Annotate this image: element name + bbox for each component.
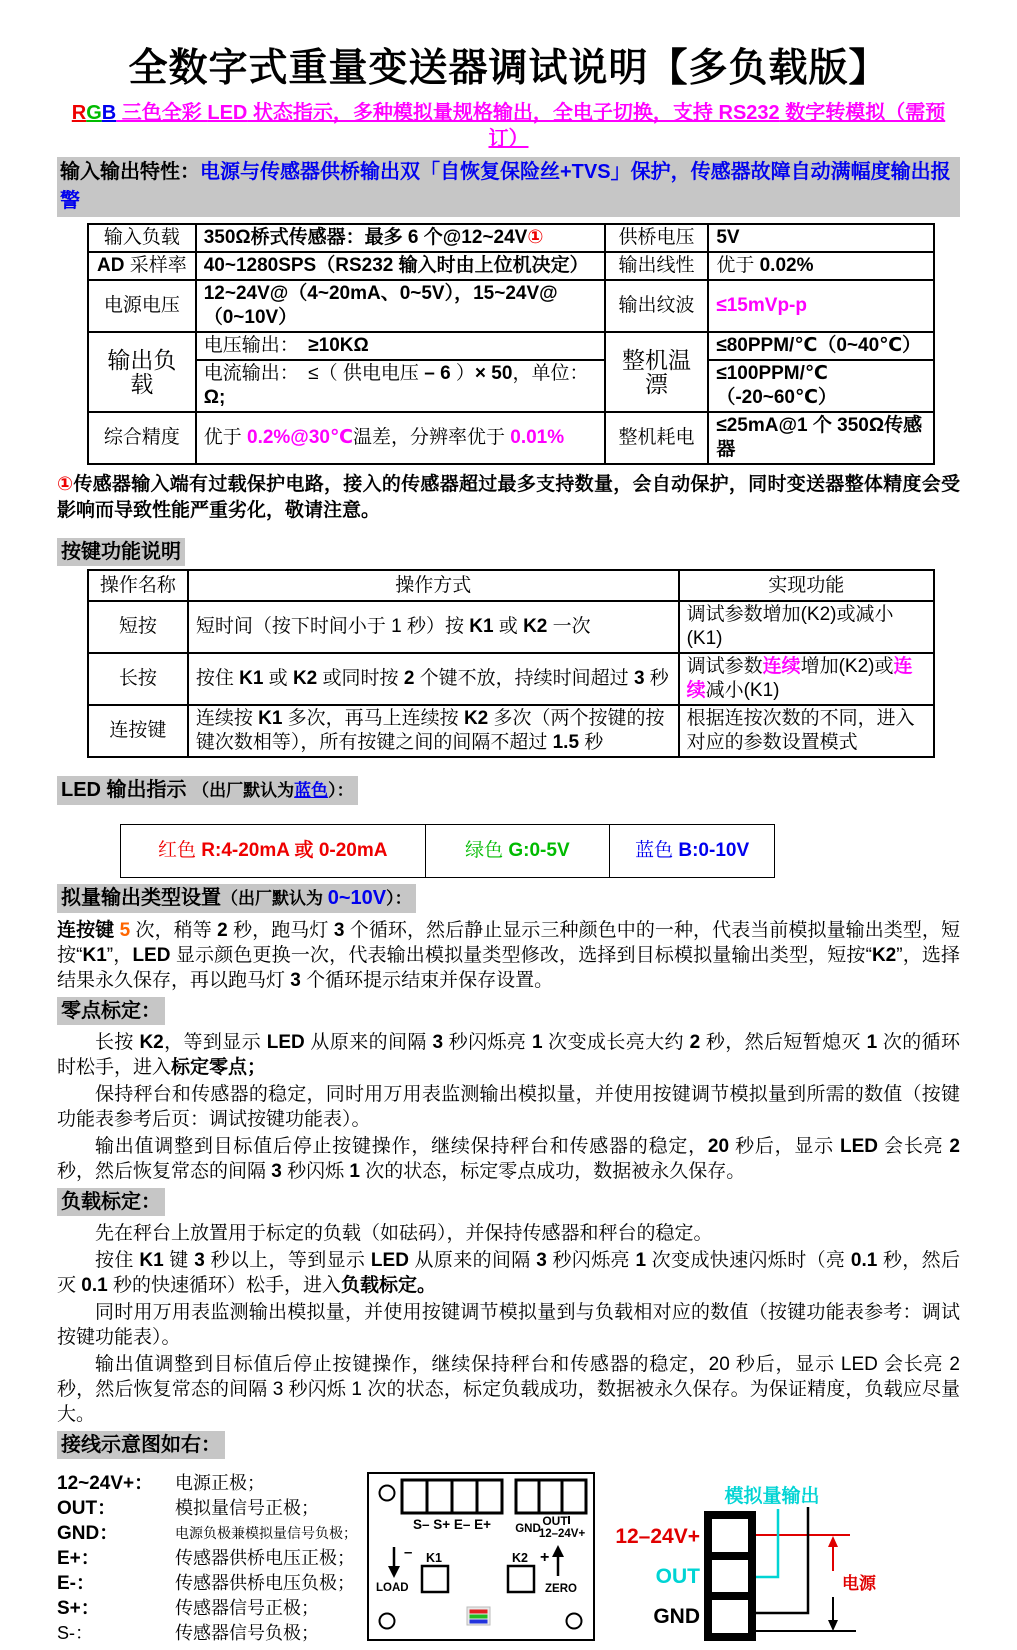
overload-note: ①传感器输入端有过载保护电路，接入的传感器超过最多支持数量，会自动保护，同时变送器整体精度会受影响而导致性能严重劣化，敬请注意。 [57,474,960,521]
rgb-led-icon [467,1607,490,1625]
op-name: 长按 [88,653,188,705]
terminal-desc: 电源正极； [175,1473,265,1493]
spec-label: AD 采样率 [88,252,196,280]
zero-label: ZERO [545,1583,577,1595]
analog-output-label: 模拟量输出 [724,1486,820,1507]
list-item [57,1621,366,1646]
power-up-arrow-icon [828,1536,838,1571]
section-heading-keys: 按键功能说明 [57,538,185,566]
terminal-label: E+： [57,1548,100,1569]
spec-value: 350Ω桥式传感器：最多 6 个@12~24V① [196,224,605,252]
out-terminal-label: OUT [655,1565,700,1588]
terminal-desc: 传感器供桥电压正极； [175,1548,355,1568]
section-heading-analog: 拟量输出类型设置（出厂默认为 0~10V）： [57,884,416,913]
section-heading-wiring: 接线示意图如右： [57,1431,225,1459]
spec-value: ≤100PPM/℃（-20~60℃） [708,360,934,412]
terminal-label: S-： [57,1623,93,1643]
terminal-desc: 传感器信号正极； [175,1598,319,1618]
terminal-desc: 传感器供桥电压负极； [175,1573,355,1593]
analog-paragraph: 连按键 5 次，稍等 2 秒，跑马灯 3 个循环，然后静止显示三种颜色中的一种，代表当前模拟量输出类型，短按“K1”，LED 显示颜色更换一次，代表输出模拟量类型修改，选择到目标模拟量输出类型，短按“K2”，选择结果永久保存，再以跑马灯 3 个循环提示结束并保存设置。 [57,920,961,991]
pcb-diagram [366,1471,598,1648]
terminal-desc: 传感器信号负极； [175,1623,319,1643]
k1-label: K1 [426,1551,442,1565]
gnd-down-arrow-icon [828,1597,838,1631]
spec-value: 优于 0.2%@30℃温差，分辨率优于 0.01% [196,412,605,464]
load-cal-paragraph: 按住 K1 键 3 秒以上，等到显示 LED 从原来的间隔 3 秒闪烁亮 1 次变成快速闪烁时（亮 0.1 秒，然后灭 0.1 秒的快速循环）松手，进入负载标定。 [57,1250,961,1296]
list-item [57,1496,366,1521]
spec-value: 40~1280SPS（RS232 输入时由上位机决定） [196,252,605,280]
table-row [88,224,934,252]
table-row [88,280,934,332]
spec-label: 综合精度 [88,412,196,464]
spec-value: ≤25mA@1 个 350Ω传感器 [708,412,934,464]
terminal-label: OUT： [57,1498,117,1519]
led-red-cell: 红色 R:4-20mA 或 0-20mA [121,825,426,878]
op-mode: 短时间（按下时间小于 1 秒）按 K1 或 K2 一次 [188,601,679,653]
load-cal-paragraph: 输出值调整到目标值后停止按键操作，继续保持秤台和传感器的稳定，20 秒后，显示 LED 会长亮 2 秒，然后恢复常态的间隔 3 秒闪烁 1 次的状态，标定负载成功，数据被永久保存。为保证精度，负载应尽量大。 [57,1354,960,1425]
op-name: 连按键 [88,705,188,757]
led-green-cell: 绿色 G:0-5V [425,825,610,878]
plus-sign: + [540,1549,550,1566]
analog-out-wire [756,1509,778,1577]
subtitle: RGB 三色全彩 LED 状态指示，多种模拟量规格输出，全电子切换，支持 RS232 数字转模拟（需预订） [71,102,946,150]
spec-label: 输入负载 [88,224,196,252]
spec-label: 输出纹波 [605,280,709,332]
connection-diagram [612,1485,960,1650]
spec-value: 电流输出： ≤（ 供电电压 – 6 ）× 50，单位：Ω; [196,360,605,412]
spec-label: 供桥电压 [605,224,709,252]
table-row [88,601,934,653]
sensor-pins-label: S– S+ E– E+ [412,1517,492,1532]
spec-value: 优于 0.02% [708,252,934,280]
terminal-block [704,1515,756,1637]
terminal-label: E-： [57,1573,96,1594]
spec-value: 12~24V@（4~20mA、0~5V），15~24V@（0~10V） [196,280,605,332]
key-function-table [87,569,935,758]
table-row [88,705,934,757]
column-header: 实现功能 [679,570,934,601]
terminal-label: 12~24V+： [57,1473,154,1494]
power-terminal-block [516,1480,586,1513]
out-pin-label: OUT [542,1514,568,1528]
zero-cal-paragraph: 输出值调整到目标值后停止按键操作，继续保持秤台和传感器的稳定，20 秒后，显示 LED 会长亮 2 秒，然后恢复常态的间隔 3 秒闪烁 1 次的状态，标定零点成功，数据被永久保存。 [57,1136,960,1182]
op-mode: 按住 K1 或 K2 或同时按 2 个键不放，持续时间超过 3 秒 [188,653,679,705]
list-item [57,1471,366,1496]
spec-value: ≤15mVp-p [708,280,934,332]
terminal-label: GND： [57,1523,119,1544]
table-row [88,360,934,412]
table-row [88,653,934,705]
section-heading-zero-cal: 零点标定： [57,997,165,1025]
list-item [57,1596,366,1621]
list-item [57,1571,366,1596]
terminal-desc: 电源负极兼模拟量信号负极； [175,1525,357,1541]
table-row [88,412,934,464]
minus-sign: – [404,1544,413,1561]
power-pin-label: 12–24V+ [538,1528,586,1540]
terminal-list [57,1467,366,1646]
spec-label: 整机温漂 [605,332,709,412]
op-func: 调试参数连续增加(K2)或连续减小(K1) [679,653,934,705]
section-heading-load-cal: 负载标定： [57,1188,165,1216]
k2-button [508,1566,534,1592]
load-cal-paragraph: 同时用万用表监测输出模拟量，并使用按键调节模拟量到与负载相对应的数值（按键功能表参考：调试按键功能表）。 [57,1302,960,1348]
gnd-terminal-label: GND [653,1605,700,1628]
list-item [57,1521,366,1546]
sensor-terminal-block [402,1480,502,1513]
k2-label: K2 [512,1551,528,1565]
k1-button [422,1566,448,1592]
led-blue-cell: 蓝色 B:0-10V [610,825,775,878]
led-color-table [120,824,775,878]
op-func: 调试参数增加(K2)或减小(K1) [679,601,934,653]
op-func: 根据连按次数的不同，进入对应的参数设置模式 [679,705,934,757]
load-cal-paragraph: 先在秤台上放置用于标定的负载（如砝码），并保持传感器和秤台的稳定。 [95,1223,713,1244]
column-header: 操作方式 [188,570,679,601]
spec-table [87,223,935,465]
spec-label: 电源电压 [88,280,196,332]
op-mode: 连续按 K1 多次，再马上连续按 K2 多次（两个按键的按键次数相等），所有按键之间的间隔不超过 1.5 秒 [188,705,679,757]
wiring-section [57,1467,960,1650]
gnd-pin-label: GND [515,1523,541,1535]
spec-value: 电压输出： ≥10KΩ [196,332,605,360]
op-name: 短按 [88,601,188,653]
table-row [121,825,775,878]
page-title: 全数字式重量变送器调试说明【多负载版】 [128,47,889,90]
terminal-label: S+： [57,1598,100,1619]
zero-cal-paragraph: 长按 K2，等到显示 LED 从原来的间隔 3 秒闪烁亮 1 次变成长亮大约 2 秒，然后短暂熄灭 1 次的循环时松手，进入标定零点； [57,1032,961,1078]
list-item [57,1546,366,1571]
spec-label: 输出负载 [88,332,196,412]
power-terminal-label: 12–24V+ [615,1525,700,1548]
spec-label: 整机耗电 [605,412,709,464]
column-header: 操作名称 [88,570,188,601]
spec-value: ≤80PPM/℃（0~40℃） [708,332,934,360]
table-header-row [88,570,934,601]
zero-cal-paragraph: 保持秤台和传感器的稳定，同时用万用表监测输出模拟量，并使用按键调节模拟量到所需的数值（按键功能表参考后页：调试按键功能表）。 [57,1084,960,1130]
table-row [88,252,934,280]
terminal-desc: 模拟量信号正极； [175,1498,319,1518]
table-row [88,332,934,360]
section-heading-led: LED 输出指示 （出厂默认为蓝色）： [57,776,358,805]
spec-label: 输出线性 [605,252,709,280]
spec-value: 5V [708,224,934,252]
load-label: LOAD [376,1582,409,1594]
signal-gnd-wire [756,1507,808,1613]
feature-bar: 输入输出特性：电源与传感器供桥输出双「自恢复保险丝+TVS」保护，传感器故障自动满幅度输出报警 [57,157,960,217]
power-label: 电源 [842,1574,876,1593]
